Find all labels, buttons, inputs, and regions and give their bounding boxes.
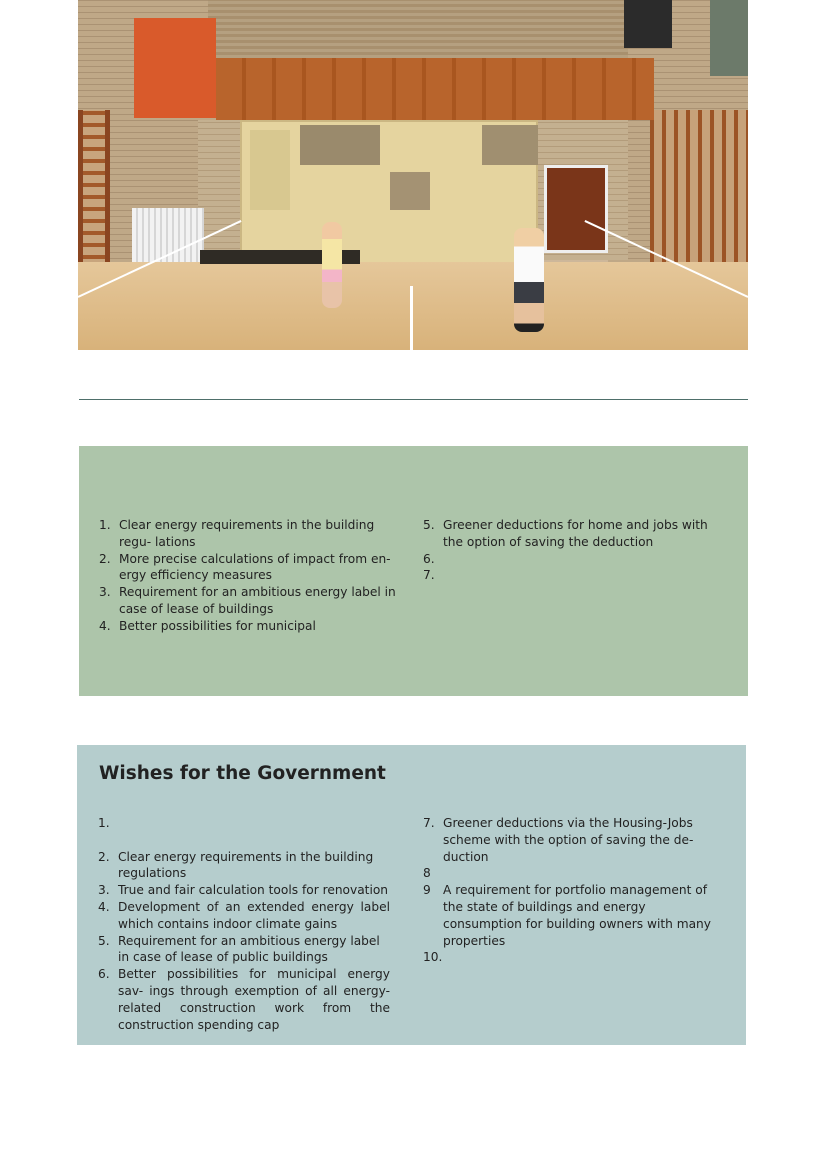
list-item [423,567,723,584]
government-wishes-left-list [98,815,390,1033]
photo-child-girl [322,222,342,308]
list-item [98,899,390,933]
recommendations-box [79,446,748,696]
list-text: A requirement for portfolio management of the state of buildings and energy consumption for building owners with many properties [443,883,711,948]
list-text: Clear energy requirements in the building regulations [118,849,374,881]
photo-nook [250,130,290,210]
recommendations-right-list [423,517,723,584]
list-item [423,949,725,966]
list-item [423,517,723,551]
list-text: Clear energy requirements in the building regu- lations [119,518,375,549]
box-title: Wishes for the Government [99,763,386,784]
horizontal-divider [79,399,748,400]
list-number: 9 [423,883,431,898]
list-number: 4. [99,618,111,633]
photo-orange-box [134,18,216,118]
list-number: 1. [99,518,111,532]
list-number: 8 [423,866,431,881]
list-item [423,865,725,882]
list-number: 3. [99,585,111,600]
recommendations-left-list [99,517,401,635]
gymnasium-photo [78,0,748,350]
list-item [98,933,390,967]
list-text: Greener deductions for home and jobs with the option of saving the deduction [443,518,708,549]
list-item [99,618,401,635]
list-item [99,517,401,551]
photo-door [544,165,608,253]
government-wishes-box [77,745,746,1045]
list-number: 10. [423,950,443,965]
list-number: 4. [98,899,110,914]
list-number: 7. [423,816,435,830]
photo-child-boy [514,228,544,332]
list-number: 3. [98,883,110,898]
list-item [423,551,723,568]
list-number: 6. [423,551,435,566]
list-text: More precise calculations of impact from en- ergy efficiency measures [119,551,391,583]
list-item [98,815,390,849]
photo-poster [710,0,748,76]
photo-nook [482,125,538,165]
photo-floor-line [410,286,413,350]
list-text: Requirement for an ambitious energy label in case of lease of public buildings [118,933,380,965]
list-text: True and fair calculation tools for renovation [118,883,389,898]
photo-radiator [132,208,204,270]
list-number: 5. [98,933,110,948]
photo-nook [390,172,430,210]
list-number: 5. [423,518,435,532]
list-text: Development of an extended energy label which contains indoor climate gains [118,899,390,931]
photo-wooden-floor [78,262,748,350]
list-number: 6. [98,967,110,982]
list-item [423,882,725,949]
photo-speaker [624,0,672,48]
list-number: 2. [98,849,110,864]
photo-nook [300,125,380,165]
list-number: 7. [423,568,435,583]
photo-wooden-balcony [216,58,654,120]
list-text: Requirement for an ambitious energy label in case of lease of buildings [119,585,396,616]
list-number: 1. [98,816,110,830]
government-wishes-right-list [423,815,725,966]
list-text: Greener deductions via the Housing-Jobs scheme with the option of saving the de- duction [443,816,694,864]
list-item [98,966,390,1033]
list-item [99,551,401,585]
list-item [98,882,390,899]
list-item [99,584,401,618]
list-text: Better possibilities for municipal [119,618,316,633]
list-item [98,849,390,883]
list-item [423,815,725,865]
list-number: 2. [99,551,111,566]
list-text: Better possibilities for municipal energy sav- ings through exemption of all energy-related construction work from the construction spending cap [118,967,390,1032]
